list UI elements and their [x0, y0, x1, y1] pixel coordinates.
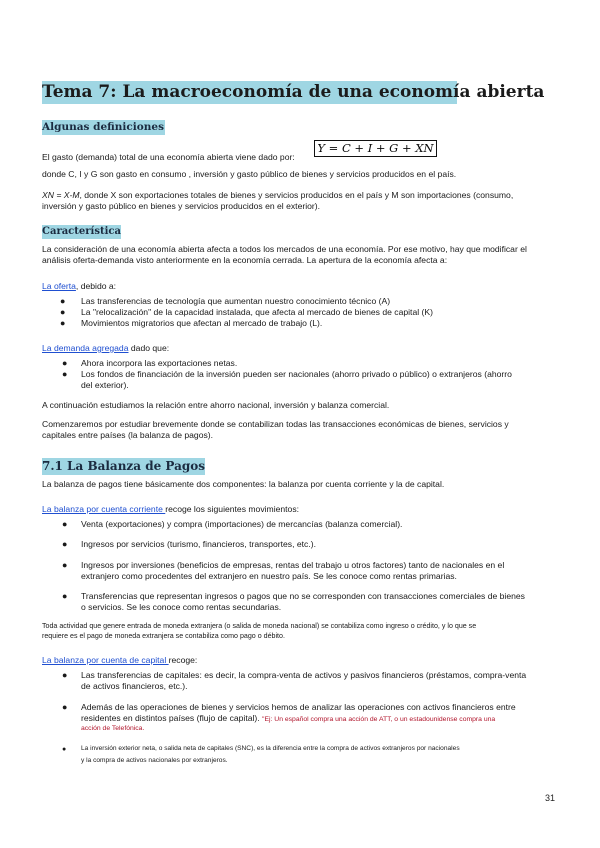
bullet-icon: ●: [60, 296, 66, 306]
xn-equation: XN = X-M: [42, 190, 80, 200]
oferta-line: [42, 276, 116, 294]
page-title: Tema 7: La macroeconomía de una economía abierta: [42, 82, 545, 102]
caracteristica-p1-line1: La consideración de una economía abierta afecta a todos los mercados de una economía. Por ese motivo, hay que modificar el: [42, 244, 527, 254]
demanda-item2-line1: Los fondos de financiación de la inversión pueden ser nacionales (ahorro privado o público) o extranjeros (ahorro: [81, 369, 512, 379]
oferta-item: Las transferencias de tecnología que aumentan nuestro conocimiento técnico (A): [81, 296, 391, 306]
bullet-icon: ●: [62, 560, 68, 570]
corriente-item3-line2: extranjero como procedentes del extranjero en nuestro país. Se les conoce como rentas primarias.: [81, 571, 457, 581]
bullet-icon: ●: [60, 318, 66, 328]
corriente-item2: Ingresos por servicios (turismo, financieros, transportes, etc.).: [81, 539, 316, 549]
corriente-item1: Venta (exportaciones) y compra (importaciones) de mercancías (balanza comercial).: [81, 519, 403, 529]
page-number: 31: [545, 793, 556, 803]
section-heading-balanza: 7.1 La Balanza de Pagos: [42, 459, 206, 473]
capital-item3-line1: La inversión exterior neta, o salida neta de capitales (SNC), es la diferencia entre la compra de activos extranjeros por nacionales: [81, 745, 460, 752]
demanda-line: [42, 338, 169, 356]
formula-box: Y = C + I + G + XN: [314, 140, 437, 157]
oferta-item: La "relocalización" de la capacidad instalada, que afecta al mercado de bienes de capital (K): [81, 307, 433, 317]
nota-line1: Toda actividad que genere entrada de moneda extranjera (o salida de moneda nacional) se contabiliza como ingreso o crédito, y lo que se: [42, 622, 477, 630]
nota-line2: requiere es el pago de moneda extranjera se contabiliza como pago o débito.: [42, 632, 285, 640]
demanda-suffix: dado que:: [128, 343, 170, 353]
capital-item2-line2-text: residentes en distintos países (flujo de capital).: [81, 713, 263, 723]
capital-link[interactable]: La balanza por cuenta de capital: [42, 655, 169, 665]
corriente-item3-line1: Ingresos por inversiones (beneficios de empresas, rentas del trabajo u otros factores) tanto de nacionales en el: [81, 560, 505, 570]
capital-item1-line2: de activos financieros, etc.).: [81, 681, 188, 691]
bullet-icon: ●: [62, 358, 68, 368]
bullet-icon: ●: [62, 670, 68, 680]
corriente-link[interactable]: La balanza por cuenta corriente: [42, 504, 166, 514]
corriente-item4-line2: o servicios. Se les conoce como rentas secundarias.: [81, 602, 282, 612]
demanda-item2-line2: del exterior).: [81, 380, 129, 390]
bullet-icon: ●: [62, 369, 68, 379]
donde-text: donde C, I y G son gasto en consumo , inversión y gasto público de bienes y servicios producidos en el país.: [42, 169, 457, 179]
capital-item2-line1: Además de las operaciones de bienes y servicios hemos de analizar las operaciones con activos financieros entre: [81, 702, 516, 712]
xn-line1: , donde X son exportaciones totales de bienes y servicios producidos en el país y M son importaciones (consumo,: [79, 190, 514, 200]
bullet-icon: ●: [62, 702, 68, 712]
bullet-icon: ●: [62, 519, 68, 529]
oferta-item: Movimientos migratorios que afectan al mercado de trabajo (L).: [81, 318, 323, 328]
demanda-link[interactable]: La demanda agregada: [42, 343, 129, 353]
example-text-line3: acción de Telefónica.: [81, 725, 145, 732]
capital-item3-line2: y la compra de activos nacionales por extranjeros.: [81, 757, 228, 764]
bullet-icon: ●: [62, 591, 68, 601]
balanza-intro: La balanza de pagos tiene básicamente dos componentes: la balanza por cuenta corriente y la de capital.: [42, 479, 445, 489]
bullet-icon: ●: [62, 539, 68, 549]
bullet-icon: ●: [60, 307, 66, 317]
continuacion-text: A continuación estudiamos la relación entre ahorro nacional, inversión y balanza comercial.: [42, 400, 390, 410]
comenzaremos-line1: Comenzaremos por estudiar brevemente donde se contabilizan todas las transacciones económicas de bienes, servicios y: [42, 419, 509, 429]
section-heading-definiciones: Algunas definiciones: [42, 121, 165, 133]
gasto-text: El gasto (demanda) total de una economía abierta viene dado por:: [42, 152, 295, 162]
corriente-suffix: recoge los siguientes movimientos:: [165, 504, 300, 514]
oferta-link[interactable]: La oferta: [42, 281, 76, 291]
xn-paragraph: [42, 190, 562, 202]
capital-suffix: recoge:: [168, 655, 198, 665]
xn-line2: inversión y gasto público en bienes y servicios producidos en el exterior).: [42, 201, 321, 211]
bullet-icon: ●: [62, 746, 67, 753]
example-text: "Ej: Un español compra una acción de ATT, o un estadounidense compra una: [262, 716, 496, 723]
comenzaremos-line2: capitales entre países (la balanza de pagos).: [42, 430, 214, 440]
capital-item1-line1: Las transferencias de capitales: es decir, la compra-venta de activos y pasivos financieros (préstamos, compra-venta: [81, 670, 527, 680]
demanda-item1: Ahora incorpora las exportaciones netas.: [81, 358, 238, 368]
oferta-suffix: , debido a:: [75, 281, 117, 291]
section-heading-caracteristica: Característica: [42, 226, 121, 237]
caracteristica-p1-line2: análisis oferta-demanda visto anteriormente en la economía cerrada. La apertura de la economía afecta a:: [42, 255, 448, 265]
corriente-line: [42, 499, 299, 517]
capital-line: [42, 650, 197, 668]
corriente-item4-line1: Transferencias que representan ingresos o pagos que no se corresponden con transacciones comerciales de bienes: [81, 591, 525, 601]
